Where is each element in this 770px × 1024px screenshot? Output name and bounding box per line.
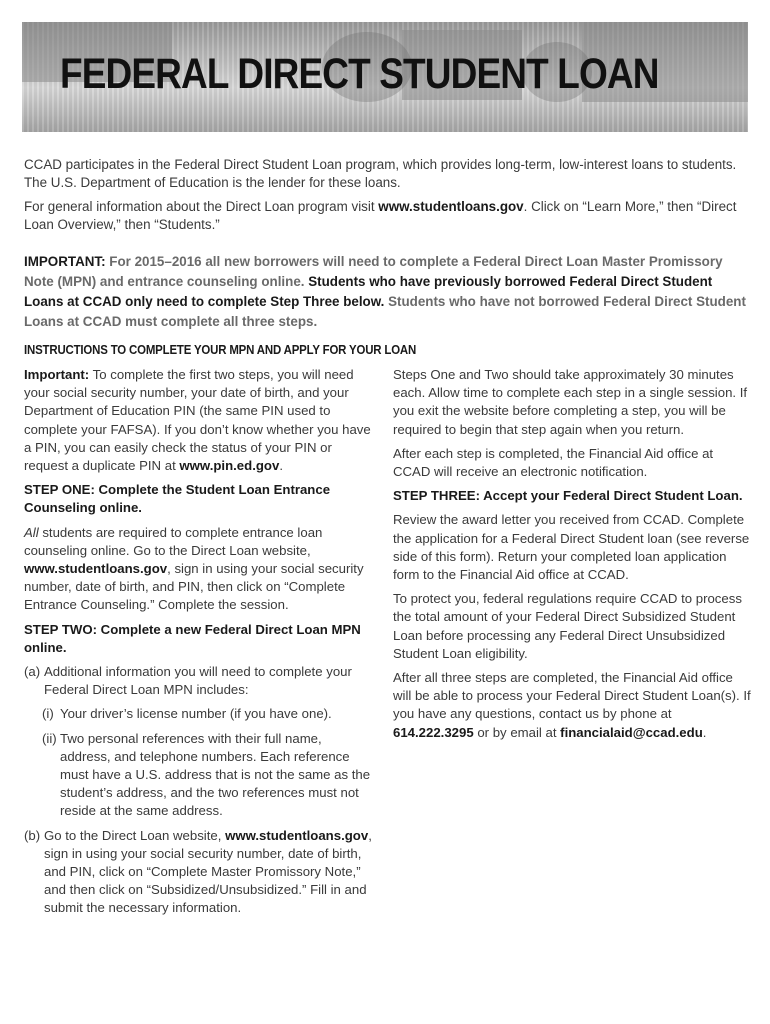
- step-two-link[interactable]: www.studentloans.gov: [225, 827, 369, 843]
- list-marker-b: (b): [24, 827, 41, 843]
- left-column: [24, 366, 374, 924]
- list-text-i: Your driver’s license number (if you have one).: [60, 706, 332, 722]
- list-text-b: Go to the Direct Loan website,: [44, 827, 226, 843]
- list-item-i: [24, 705, 374, 723]
- important-requirements-end: .: [279, 458, 283, 474]
- step-one-text-b: , sign in using your social security number, date of birth, and PIN, then click on “Complete Entrance Counseling.” Complete the session.: [24, 561, 364, 613]
- contact-paragraph: [393, 669, 751, 742]
- step-one-all: All: [24, 524, 39, 540]
- notification-paragraph: After each step is completed, the Financial Aid office at CCAD will receive an electronic notification.: [393, 445, 714, 480]
- right-column: [393, 366, 751, 748]
- contact-text-end: .: [702, 724, 707, 740]
- list-text-a: Additional information you will need to complete your Federal Direct Loan MPN includes:: [44, 664, 352, 698]
- email-link[interactable]: financialaid@ccad.edu: [560, 724, 703, 740]
- regulations-paragraph: To protect you, federal regulations require CCAD to process the total amount of your Federal Direct Subsidized Student Loan before processing any Federal Direct Unsubsidized Student Loan eligibility.: [393, 591, 742, 661]
- general-info-paragraph: [24, 198, 746, 234]
- important-text-all-steps: Students who have not borrowed Federal Direct Student Loans at CCAD must complete all three steps.: [24, 294, 746, 329]
- page-title: FEDERAL DIRECT STUDENT LOAN: [60, 50, 659, 98]
- list-text-b-end: , sign in using your social security number, date of birth, and PIN, click on “Complete Master Promissory Note,” and then click on “Subsidized/Unsubsidized.” Fill in and submit the necessary information.: [44, 827, 372, 916]
- important-requirements: [24, 366, 374, 475]
- list-item-ii: [24, 730, 374, 821]
- list-marker-a: (a): [24, 664, 41, 680]
- intro-paragraph: CCAD participates in the Federal Direct Student Loan program, which provides long-term, low-interest loans to students. The U.S. Department of Education is the lender for these loans.: [24, 157, 737, 190]
- step-two-heading: STEP TWO: Complete a new Federal Direct Loan MPN online.: [24, 621, 361, 655]
- header-banner: [22, 22, 748, 132]
- important-text-new-borrowers: For 2015–2016 all new borrowers will need to complete a Federal Direct Loan Master Promissory Note (MPN) and entrance counseling online.: [24, 254, 723, 289]
- important-requirements-text: To complete the first two steps, you will need your social security number, your date of birth, and your Department of Education PIN (the same PIN used to complete your FAFSA). If you don’t know whether you have a PIN, you can easily check the status of your PIN or request a duplicate PIN at: [24, 367, 371, 474]
- list-item-b: [24, 827, 374, 918]
- step-one-link[interactable]: www.studentloans.gov: [24, 561, 168, 577]
- pin-link[interactable]: www.pin.ed.gov: [179, 458, 280, 474]
- instructions-heading: INSTRUCTIONS TO COMPLETE YOUR MPN AND APPLY FOR YOUR LOAN: [24, 342, 417, 357]
- phone-number[interactable]: 614.222.3295: [393, 724, 474, 740]
- contact-text-mid: or by email at: [473, 724, 561, 740]
- important-text-previous-borrowers: Students who have previously borrowed Federal Direct Student Loans at CCAD only need to complete Step Three below.: [24, 274, 713, 309]
- step-one-text-a: students are required to complete entrance loan counseling online. Go to the Direct Loan website,: [24, 524, 323, 558]
- list-marker-ii: (ii): [42, 730, 57, 746]
- timing-paragraph: Steps One and Two should take approximately 30 minutes each. Allow time to complete each step in a single session. If you exit the website before completing a step, you will be required to begin that step again when you return.: [393, 367, 748, 437]
- studentloans-link[interactable]: www.studentloans.gov: [378, 199, 524, 214]
- important-notice: [24, 252, 748, 332]
- important-label: IMPORTANT:: [24, 254, 106, 269]
- list-item-a: [24, 663, 374, 699]
- list-text-ii: Two personal references with their full name, address, and telephone numbers. Each reference must have a U.S. address that is not the same as the student’s address, and the two references must not reside at the same address.: [60, 730, 371, 819]
- contact-text: After all three steps are completed, the Financial Aid office will be able to process your Federal Direct Student Loan(s). If you have any questions, contact us by phone at: [393, 670, 751, 722]
- important-requirements-label: Important:: [24, 367, 90, 382]
- general-info-text-end: . Click on “Learn More,” then “Direct Loan Overview,” then “Students.”: [24, 199, 737, 232]
- award-letter-paragraph: Review the award letter you received from CCAD. Complete the application for a Federal Direct Student loan (see reverse side of this form). Return your completed loan application form to the Financial Aid office at CCAD.: [393, 512, 750, 583]
- list-marker-i: (i): [42, 706, 54, 722]
- general-info-text: For general information about the Direct Loan program visit: [24, 199, 379, 214]
- step-one-text: [24, 524, 374, 615]
- step-one-heading: STEP ONE: Complete the Student Loan Entrance Counseling online.: [24, 482, 331, 516]
- step-three-heading: STEP THREE: Accept your Federal Direct Student Loan.: [393, 488, 743, 504]
